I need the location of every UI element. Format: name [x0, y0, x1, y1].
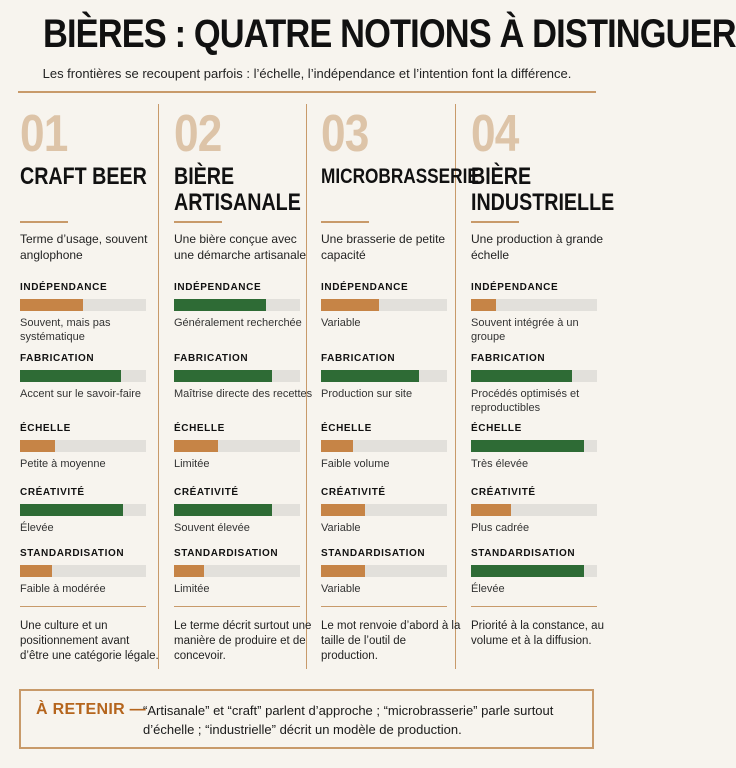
metric-indépendance: [20, 282, 160, 344]
metric-créativité: [20, 487, 160, 535]
metric-bar-fill: [471, 440, 584, 452]
metric-bar-track: [20, 440, 146, 452]
metric-bar-track: [174, 370, 300, 382]
metric-bar-track: [321, 565, 447, 577]
metric-bar-fill: [321, 299, 379, 311]
column-footer: Une culture et un positionnement avant d’être une catégorie légale.: [20, 620, 159, 662]
metric-note: Petite à moyenne: [20, 458, 106, 470]
metric-bar-track: [20, 299, 146, 311]
metric-bar-fill: [174, 440, 218, 452]
metric-label: ÉCHELLE: [174, 423, 225, 434]
column-description: Terme d’usage, souvent anglophone: [20, 232, 148, 262]
column-title: [471, 163, 615, 216]
column-description: Une production à grande échelle: [471, 232, 604, 262]
metric-bar-fill: [20, 440, 55, 452]
metric-label: FABRICATION: [471, 353, 546, 364]
metric-note: Élevée: [471, 583, 505, 595]
column-title: [174, 163, 301, 216]
metric-bar-track: [471, 440, 597, 452]
metric-standardisation: [20, 548, 160, 596]
column-biere-industrielle: [471, 96, 619, 673]
metric-bar-track: [20, 565, 146, 577]
metric-label: ÉCHELLE: [20, 423, 71, 434]
title-underline: [321, 221, 369, 223]
metric-indépendance: [321, 282, 461, 330]
column-description: Une brasserie de petite capacité: [321, 232, 446, 262]
metric-fabrication: [174, 353, 314, 401]
footer-divider: [321, 606, 447, 607]
title-underline: [471, 221, 519, 223]
column-title-line1: BIÈRE: [174, 163, 235, 190]
metric-bar-fill: [174, 565, 204, 577]
metric-label: CRÉATIVITÉ: [20, 487, 85, 498]
column-biere-artisanale: [174, 96, 322, 673]
metric-label: STANDARDISATION: [321, 548, 426, 559]
metric-note: Plus cadrée: [471, 522, 530, 534]
metric-bar-fill: [321, 565, 365, 577]
metric-fabrication: [20, 353, 160, 401]
metric-bar-fill: [321, 440, 353, 452]
column-number: 04: [471, 105, 519, 163]
metric-label: STANDARDISATION: [20, 548, 125, 559]
metric-note: Faible à modérée: [20, 583, 106, 595]
metric-bar-fill: [321, 504, 365, 516]
metric-bar-track: [321, 299, 447, 311]
metric-note: Variable: [321, 317, 361, 329]
metric-échelle: [20, 423, 160, 471]
column-title-line2: INDUSTRIELLE: [471, 189, 615, 216]
metric-label: STANDARDISATION: [174, 548, 279, 559]
metric-note: Souvent intégrée à un groupe: [471, 317, 579, 343]
page-subtitle: Les frontières se recoupent parfois : l’échelle, l’indépendance et l’intention font la différence.: [42, 66, 572, 81]
metric-label: ÉCHELLE: [321, 423, 372, 434]
takeaway-text: “Artisanale” et “craft” parlent d’approche ; “microbrasserie” parle surtout d’échelle ; “industrielle” décrit un modèle de production.: [143, 703, 554, 737]
columns-container: [0, 96, 614, 673]
column-microbrasserie: [321, 96, 479, 673]
metric-label: STANDARDISATION: [471, 548, 576, 559]
column-footer: Le terme décrit surtout une manière de produire et de concevoir.: [174, 620, 312, 662]
metric-standardisation: [471, 548, 611, 596]
column-number: 02: [174, 105, 222, 163]
metric-label: INDÉPENDANCE: [321, 282, 409, 293]
metric-bar-track: [321, 504, 447, 516]
metric-label: INDÉPENDANCE: [471, 282, 559, 293]
metric-note: Souvent, mais pas systématique: [20, 317, 111, 343]
footer-divider: [471, 606, 597, 607]
metric-bar-track: [174, 299, 300, 311]
metric-indépendance: [471, 282, 611, 344]
metric-bar-fill: [471, 565, 584, 577]
takeaway-label: À RETENIR —: [36, 701, 146, 718]
metric-note: Procédés optimisés et reproductibles: [471, 388, 580, 414]
metric-note: Variable: [321, 522, 361, 534]
metric-bar-track: [471, 504, 597, 516]
metric-bar-fill: [321, 370, 419, 382]
metric-note: Maîtrise directe des recettes: [174, 388, 313, 400]
metric-note: Production sur site: [321, 388, 413, 400]
metric-note: Limitée: [174, 583, 210, 595]
metric-bar-track: [174, 504, 300, 516]
metric-bar-track: [174, 440, 300, 452]
metric-bar-fill: [471, 299, 496, 311]
metric-bar-track: [20, 504, 146, 516]
metric-bar-track: [471, 299, 597, 311]
column-footer: Le mot renvoie d’abord à la taille de l’outil de production.: [321, 620, 461, 662]
footer-divider: [20, 606, 146, 607]
metric-bar-track: [174, 565, 300, 577]
column-title-line2: ARTISANALE: [174, 189, 301, 216]
column-title: [321, 164, 479, 190]
metric-fabrication: [321, 353, 461, 401]
page-title: BIÈRES : QUATRE NOTIONS À DISTINGUER: [42, 12, 736, 56]
column-description: Une bière conçue avec une démarche artisanale: [174, 232, 307, 262]
metric-note: Généralement recherchée: [174, 317, 302, 329]
metric-label: CRÉATIVITÉ: [471, 487, 536, 498]
metric-bar-fill: [174, 504, 272, 516]
metric-bar-track: [471, 370, 597, 382]
column-craft-beer: [20, 96, 168, 673]
metric-label: FABRICATION: [174, 353, 249, 364]
metric-standardisation: [174, 548, 314, 596]
metric-bar-track: [471, 565, 597, 577]
metric-créativité: [471, 487, 611, 535]
metric-échelle: [471, 423, 611, 471]
metric-label: ÉCHELLE: [471, 423, 522, 434]
metric-bar-fill: [471, 370, 572, 382]
metric-échelle: [174, 423, 314, 471]
column-title-line1: CRAFT BEER: [20, 163, 147, 190]
metric-bar-track: [321, 370, 447, 382]
column-footer: Priorité à la constance, au volume et à la diffusion.: [471, 620, 604, 647]
metric-bar-fill: [20, 299, 83, 311]
metric-bar-fill: [471, 504, 511, 516]
metric-fabrication: [471, 353, 611, 415]
metric-créativité: [174, 487, 314, 535]
title-underline: [174, 221, 222, 223]
metric-note: Souvent élevée: [174, 522, 250, 534]
metric-bar-fill: [174, 299, 266, 311]
metric-échelle: [321, 423, 461, 471]
column-title-line1: BIÈRE: [471, 163, 532, 190]
metric-label: CRÉATIVITÉ: [174, 487, 239, 498]
header-divider: [18, 91, 596, 93]
column-number: 01: [20, 105, 68, 163]
metric-label: FABRICATION: [321, 353, 396, 364]
metric-bar-track: [20, 370, 146, 382]
metric-note: Très élevée: [471, 458, 529, 470]
metric-bar-fill: [174, 370, 272, 382]
metric-note: Variable: [321, 583, 361, 595]
metric-label: INDÉPENDANCE: [174, 282, 262, 293]
metric-indépendance: [174, 282, 314, 330]
metric-bar-fill: [20, 565, 52, 577]
title-underline: [20, 221, 68, 223]
metric-créativité: [321, 487, 461, 535]
column-title-line1: MICROBRASSERIE: [321, 165, 479, 188]
metric-label: CRÉATIVITÉ: [321, 487, 386, 498]
column-number: 03: [321, 105, 369, 163]
metric-note: Limitée: [174, 458, 210, 470]
footer-divider: [174, 606, 300, 607]
metric-label: FABRICATION: [20, 353, 95, 364]
metric-label: INDÉPENDANCE: [20, 282, 108, 293]
metric-note: Faible volume: [321, 458, 390, 470]
takeaway-box: [19, 689, 594, 749]
metric-bar-fill: [20, 504, 123, 516]
metric-bar-fill: [20, 370, 121, 382]
metric-standardisation: [321, 548, 461, 596]
metric-note: Élevée: [20, 522, 54, 534]
column-title: [20, 163, 147, 190]
metric-bar-track: [321, 440, 447, 452]
metric-note: Accent sur le savoir-faire: [20, 388, 142, 400]
